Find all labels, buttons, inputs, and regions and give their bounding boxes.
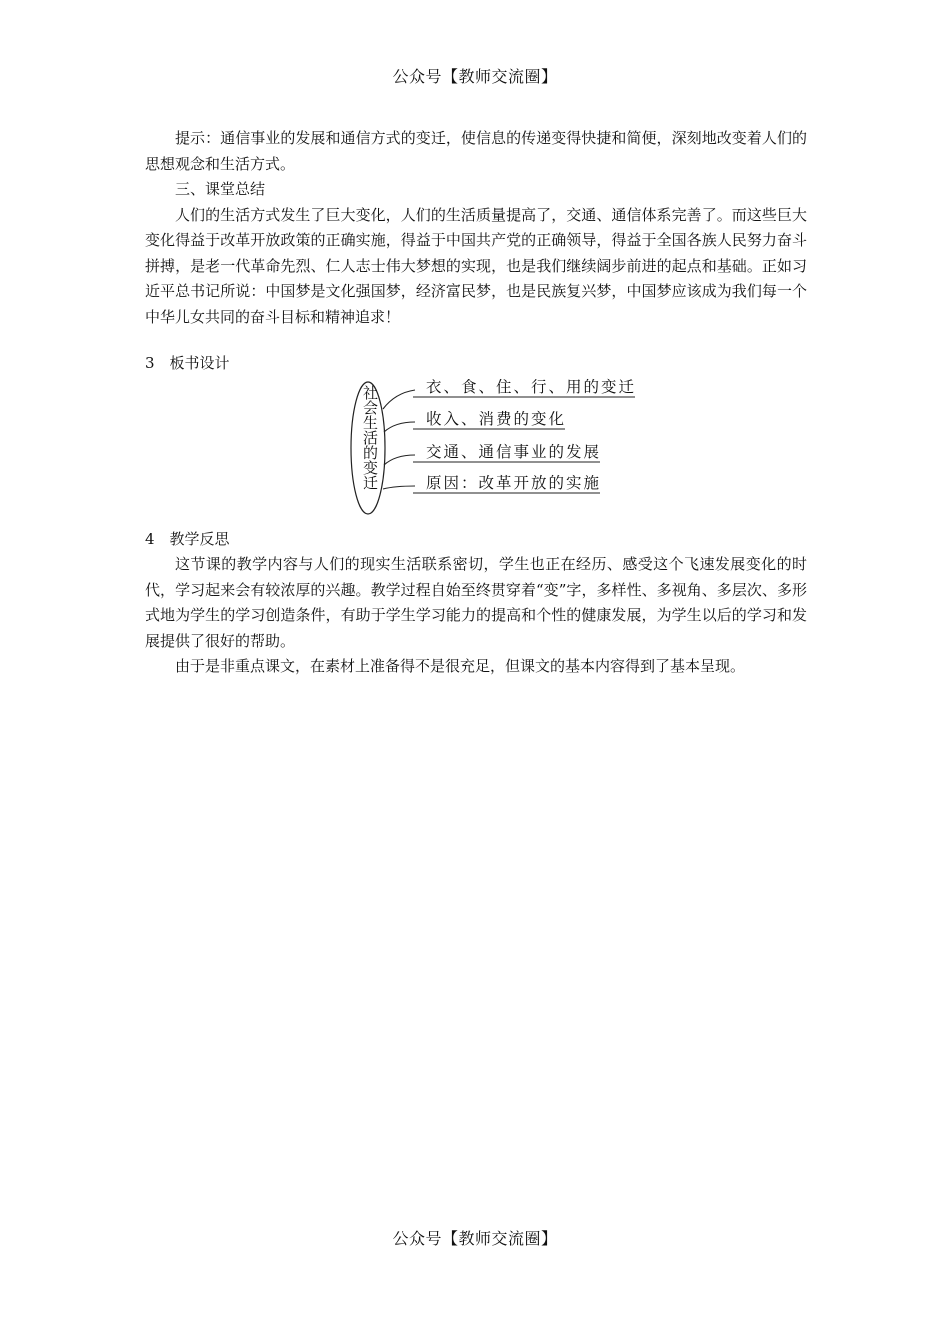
- board-heading: 3 板书设计: [145, 354, 230, 372]
- reflection-paragraph-1: 这节课的教学内容与人们的现实生活联系密切，学生也正在经历、感受这个飞速发展变化的时代，学习起来会有较浓厚的兴趣。教学过程自始至终贯穿着“变”字，多样性、多视角、多层次、多形式地为学生的学习创造条件，有助于学生学习能力的提高和个性的健康发展，为学生以后的学习和发展提供了很好的帮助。: [145, 555, 807, 650]
- board-diagram: [145, 377, 807, 527]
- document-body: [145, 126, 807, 680]
- reflection-heading: 4 教学反思: [145, 529, 230, 548]
- page-footer: 公众号【教师交流圈】: [392, 1229, 558, 1248]
- branch-connector-2: [384, 422, 415, 432]
- branch-label-4: 原因：改革开放的实施: [426, 473, 602, 492]
- branch-label-2: 收入、消费的变化: [426, 409, 567, 428]
- branch-connector-4: [383, 486, 415, 489]
- tip-paragraph: 提示：通信事业的发展和通信方式的变迁，使信息的传递变得快捷和简便，深刻地改变着人们的思想观念和生活方式。: [145, 129, 807, 173]
- page-header: 公众号【教师交流圈】: [392, 67, 558, 86]
- summary-heading: 三、课堂总结: [175, 180, 266, 198]
- branch-connector-3: [384, 455, 415, 465]
- branch-connector-1: [383, 390, 415, 409]
- branch-label-1: 衣、食、住、行、用的变迁: [426, 377, 637, 396]
- reflection-paragraph-2: 由于是非重点课文，在素材上准备得不是很充足，但课文的基本内容得到了基本呈现。: [175, 657, 746, 675]
- center-label: 社会生活的变迁: [361, 384, 379, 490]
- branch-label-3: 交通、通信事业的发展: [426, 442, 602, 461]
- summary-paragraph: 人们的生活方式发生了巨大变化，人们的生活质量提高了，交通、通信体系完善了。而这些巨大变化得益于改革开放政策的正确实施，得益于中国共产党的正确领导，得益于全国各族人民努力奋斗拼搏，是老一代革命先烈、仁人志士伟大梦想的实现，也是我们继续阔步前进的起点和基础。正如习近平总书记所说：中国梦是文化强国梦，经济富民梦，也是民族复兴梦，中国梦应该成为我们每一个中华儿女共同的奋斗目标和精神追求！: [145, 205, 807, 326]
